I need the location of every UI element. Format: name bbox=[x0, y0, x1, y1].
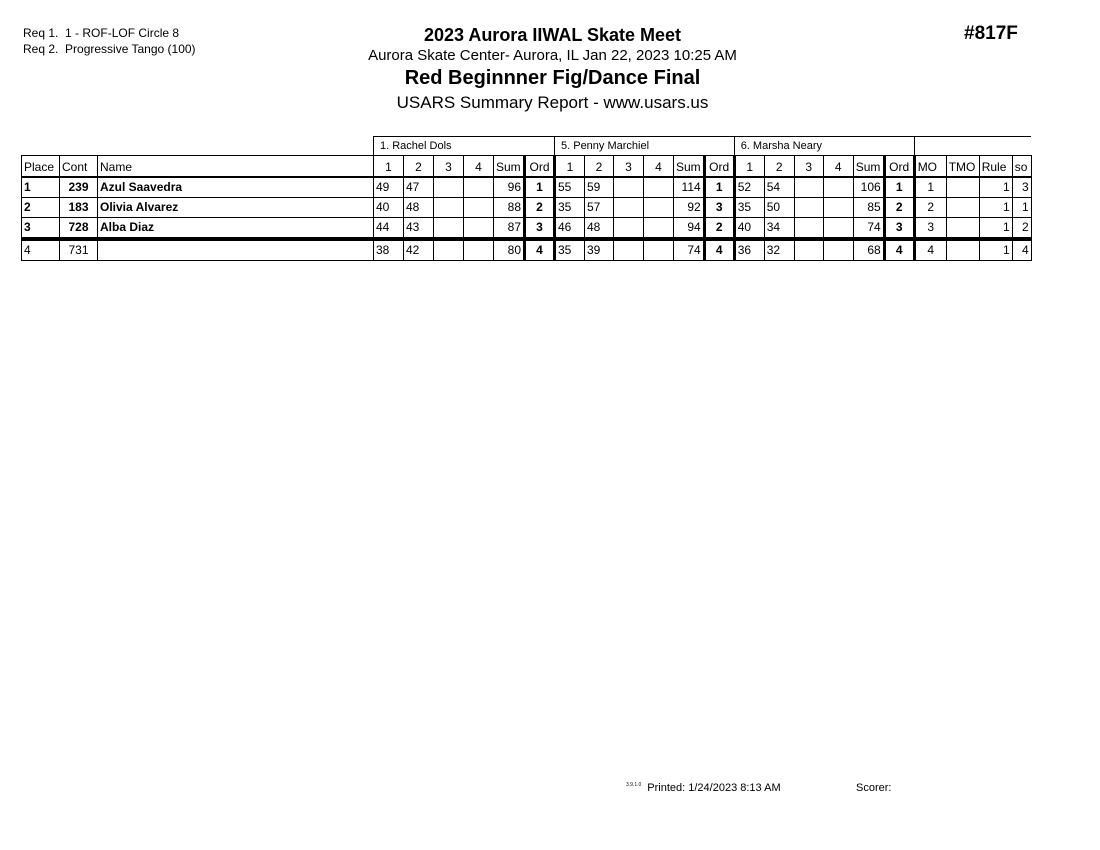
so-cell: 1 bbox=[1012, 198, 1031, 218]
judge-score-cell: 38 bbox=[374, 239, 404, 261]
requirement-text: Progressive Tango (100) bbox=[65, 42, 196, 56]
sum-cell: 92 bbox=[674, 198, 705, 218]
mo-cell: 4 bbox=[914, 239, 946, 261]
header-so: so bbox=[1012, 156, 1031, 178]
judge-score-cell: 34 bbox=[764, 218, 794, 240]
judge-score-cell bbox=[464, 198, 494, 218]
table-row bbox=[22, 218, 1032, 240]
place-cell: 1 bbox=[22, 177, 60, 198]
mo-cell: 1 bbox=[914, 177, 946, 198]
judge-score-cell bbox=[614, 218, 644, 240]
skater-name-cell: Olivia Alvarez bbox=[98, 198, 374, 218]
tmo-cell bbox=[946, 218, 979, 240]
place-cell: 2 bbox=[22, 198, 60, 218]
judge-score-cell: 47 bbox=[404, 177, 434, 198]
judge-score-cell: 55 bbox=[555, 177, 585, 198]
judge-score-cell: 49 bbox=[374, 177, 404, 198]
venue-line: Aurora Skate Center- Aurora, IL Jan 22, 2023 10:25 AM bbox=[368, 47, 737, 64]
cont-cell: 183 bbox=[60, 198, 98, 218]
printed-footer bbox=[626, 782, 781, 794]
so-cell: 4 bbox=[1012, 239, 1031, 261]
header-judge-score: 4 bbox=[644, 156, 674, 178]
judge-score-cell: 52 bbox=[734, 177, 764, 198]
header-sum: Sum bbox=[494, 156, 525, 178]
sum-cell: 85 bbox=[853, 198, 884, 218]
judge-score-cell: 50 bbox=[764, 198, 794, 218]
skater-name-cell: Alba Diaz bbox=[98, 218, 374, 240]
judge-score-cell bbox=[644, 218, 674, 240]
judge-score-cell: 44 bbox=[374, 218, 404, 240]
skater-name-cell bbox=[98, 239, 374, 261]
meet-title: 2023 Aurora IIWAL Skate Meet bbox=[423, 25, 682, 45]
judge-score-cell bbox=[794, 218, 823, 240]
column-header-row bbox=[22, 156, 1032, 178]
judge-score-cell bbox=[464, 239, 494, 261]
judge-2-name: 5. Penny Marchiel bbox=[555, 137, 735, 156]
ord-cell: 4 bbox=[704, 239, 734, 261]
mo-cell: 2 bbox=[914, 198, 946, 218]
ord-cell: 3 bbox=[884, 218, 914, 240]
ord-cell: 4 bbox=[525, 239, 555, 261]
judge-score-cell bbox=[644, 177, 674, 198]
judge-score-cell: 35 bbox=[555, 239, 585, 261]
requirement-2 bbox=[23, 41, 196, 57]
judge-score-cell bbox=[434, 239, 464, 261]
judge-score-cell bbox=[794, 239, 823, 261]
ord-cell: 3 bbox=[704, 198, 734, 218]
requirements-list bbox=[23, 25, 196, 57]
header-judge-score: 2 bbox=[404, 156, 434, 178]
header-judge-score: 1 bbox=[555, 156, 585, 178]
header-judge-score: 2 bbox=[585, 156, 614, 178]
judge-score-cell bbox=[823, 198, 853, 218]
judge-score-cell: 42 bbox=[404, 239, 434, 261]
judge-score-cell: 48 bbox=[404, 198, 434, 218]
header-judge-score: 1 bbox=[374, 156, 404, 178]
judge-score-cell bbox=[434, 218, 464, 240]
header-cont: Cont bbox=[60, 156, 98, 178]
requirement-label: Req 2. bbox=[23, 42, 59, 56]
header-judge-score: 3 bbox=[614, 156, 644, 178]
sum-cell: 74 bbox=[674, 239, 705, 261]
printed-timestamp: Printed: 1/24/2023 8:13 AM bbox=[647, 782, 781, 794]
header-ord: Ord bbox=[884, 156, 914, 178]
header-sum: Sum bbox=[853, 156, 884, 178]
skater-name-cell: Azul Saavedra bbox=[98, 177, 374, 198]
judge-score-cell bbox=[644, 198, 674, 218]
judge-score-cell bbox=[614, 177, 644, 198]
judge-score-cell: 54 bbox=[764, 177, 794, 198]
header-mo: MO bbox=[914, 156, 946, 178]
sum-cell: 106 bbox=[853, 177, 884, 198]
version-number: 3.9.1.0 bbox=[626, 782, 642, 788]
judge-score-cell bbox=[434, 198, 464, 218]
judge-score-cell: 40 bbox=[374, 198, 404, 218]
rule-cell: 1 bbox=[979, 198, 1012, 218]
ord-cell: 1 bbox=[704, 177, 734, 198]
header-rule: Rule bbox=[979, 156, 1012, 178]
table-row bbox=[22, 198, 1032, 218]
judge-score-cell bbox=[823, 177, 853, 198]
judge-score-cell bbox=[823, 239, 853, 261]
judge-score-cell: 36 bbox=[734, 239, 764, 261]
ord-cell: 3 bbox=[525, 218, 555, 240]
rule-cell: 1 bbox=[979, 177, 1012, 198]
cont-cell: 728 bbox=[60, 218, 98, 240]
judge-score-cell bbox=[794, 177, 823, 198]
place-cell: 4 bbox=[22, 239, 60, 261]
header-tmo: TMO bbox=[946, 156, 979, 178]
judge-1-name: 1. Rachel Dols bbox=[374, 137, 555, 156]
header-ord: Ord bbox=[704, 156, 734, 178]
header-sum: Sum bbox=[674, 156, 705, 178]
tmo-cell bbox=[946, 177, 979, 198]
report-title: USARS Summary Report - www.usars.us bbox=[396, 93, 709, 112]
so-cell: 3 bbox=[1012, 177, 1031, 198]
header-ord: Ord bbox=[525, 156, 555, 178]
header-judge-score: 4 bbox=[823, 156, 853, 178]
judge-score-cell bbox=[614, 239, 644, 261]
header-judge-score: 3 bbox=[434, 156, 464, 178]
judge-score-cell bbox=[434, 177, 464, 198]
judges-row bbox=[22, 137, 1032, 156]
judge-score-cell bbox=[464, 177, 494, 198]
sum-cell: 114 bbox=[674, 177, 705, 198]
ord-cell: 1 bbox=[525, 177, 555, 198]
judge-score-cell: 43 bbox=[404, 218, 434, 240]
place-cell: 3 bbox=[22, 218, 60, 240]
judge-score-cell: 48 bbox=[585, 218, 614, 240]
event-title: Red Beginnner Fig/Dance Final bbox=[404, 67, 701, 89]
ord-cell: 2 bbox=[525, 198, 555, 218]
judge-score-cell bbox=[644, 239, 674, 261]
judge-score-cell: 35 bbox=[555, 198, 585, 218]
judge-3-name: 6. Marsha Neary bbox=[734, 137, 914, 156]
judge-score-cell bbox=[464, 218, 494, 240]
sum-cell: 94 bbox=[674, 218, 705, 240]
judge-score-cell bbox=[794, 198, 823, 218]
judge-score-cell: 32 bbox=[764, 239, 794, 261]
ord-cell: 4 bbox=[884, 239, 914, 261]
results-table bbox=[21, 136, 1032, 261]
mo-cell: 3 bbox=[914, 218, 946, 240]
judge-score-cell bbox=[614, 198, 644, 218]
judge-score-cell: 35 bbox=[734, 198, 764, 218]
sum-cell: 80 bbox=[494, 239, 525, 261]
scorer-label: Scorer: bbox=[856, 782, 892, 794]
ord-cell: 2 bbox=[704, 218, 734, 240]
ord-cell: 2 bbox=[884, 198, 914, 218]
header-judge-score: 4 bbox=[464, 156, 494, 178]
header-judge-score: 1 bbox=[734, 156, 764, 178]
header-judge-score: 2 bbox=[764, 156, 794, 178]
requirement-1 bbox=[23, 25, 196, 41]
requirement-label: Req 1. bbox=[23, 26, 59, 40]
judge-score-cell: 40 bbox=[734, 218, 764, 240]
header-name: Name bbox=[98, 156, 374, 178]
sum-cell: 96 bbox=[494, 177, 525, 198]
header-place: Place bbox=[22, 156, 60, 178]
report-header bbox=[340, 24, 765, 114]
table-row bbox=[22, 177, 1032, 198]
header-judge-score: 3 bbox=[794, 156, 823, 178]
tmo-cell bbox=[946, 198, 979, 218]
rule-cell: 1 bbox=[979, 239, 1012, 261]
table-row bbox=[22, 239, 1032, 261]
judge-score-cell: 59 bbox=[585, 177, 614, 198]
sum-cell: 74 bbox=[853, 218, 884, 240]
sum-cell: 88 bbox=[494, 198, 525, 218]
cont-cell: 239 bbox=[60, 177, 98, 198]
tmo-cell bbox=[946, 239, 979, 261]
requirement-text: 1 - ROF-LOF Circle 8 bbox=[65, 26, 180, 40]
so-cell: 2 bbox=[1012, 218, 1031, 240]
rule-cell: 1 bbox=[979, 218, 1012, 240]
judge-score-cell: 46 bbox=[555, 218, 585, 240]
event-code: #817F bbox=[964, 23, 1018, 44]
sum-cell: 68 bbox=[853, 239, 884, 261]
judge-score-cell bbox=[823, 218, 853, 240]
cont-cell: 731 bbox=[60, 239, 98, 261]
judge-score-cell: 57 bbox=[585, 198, 614, 218]
ord-cell: 1 bbox=[884, 177, 914, 198]
sum-cell: 87 bbox=[494, 218, 525, 240]
judge-score-cell: 39 bbox=[585, 239, 614, 261]
